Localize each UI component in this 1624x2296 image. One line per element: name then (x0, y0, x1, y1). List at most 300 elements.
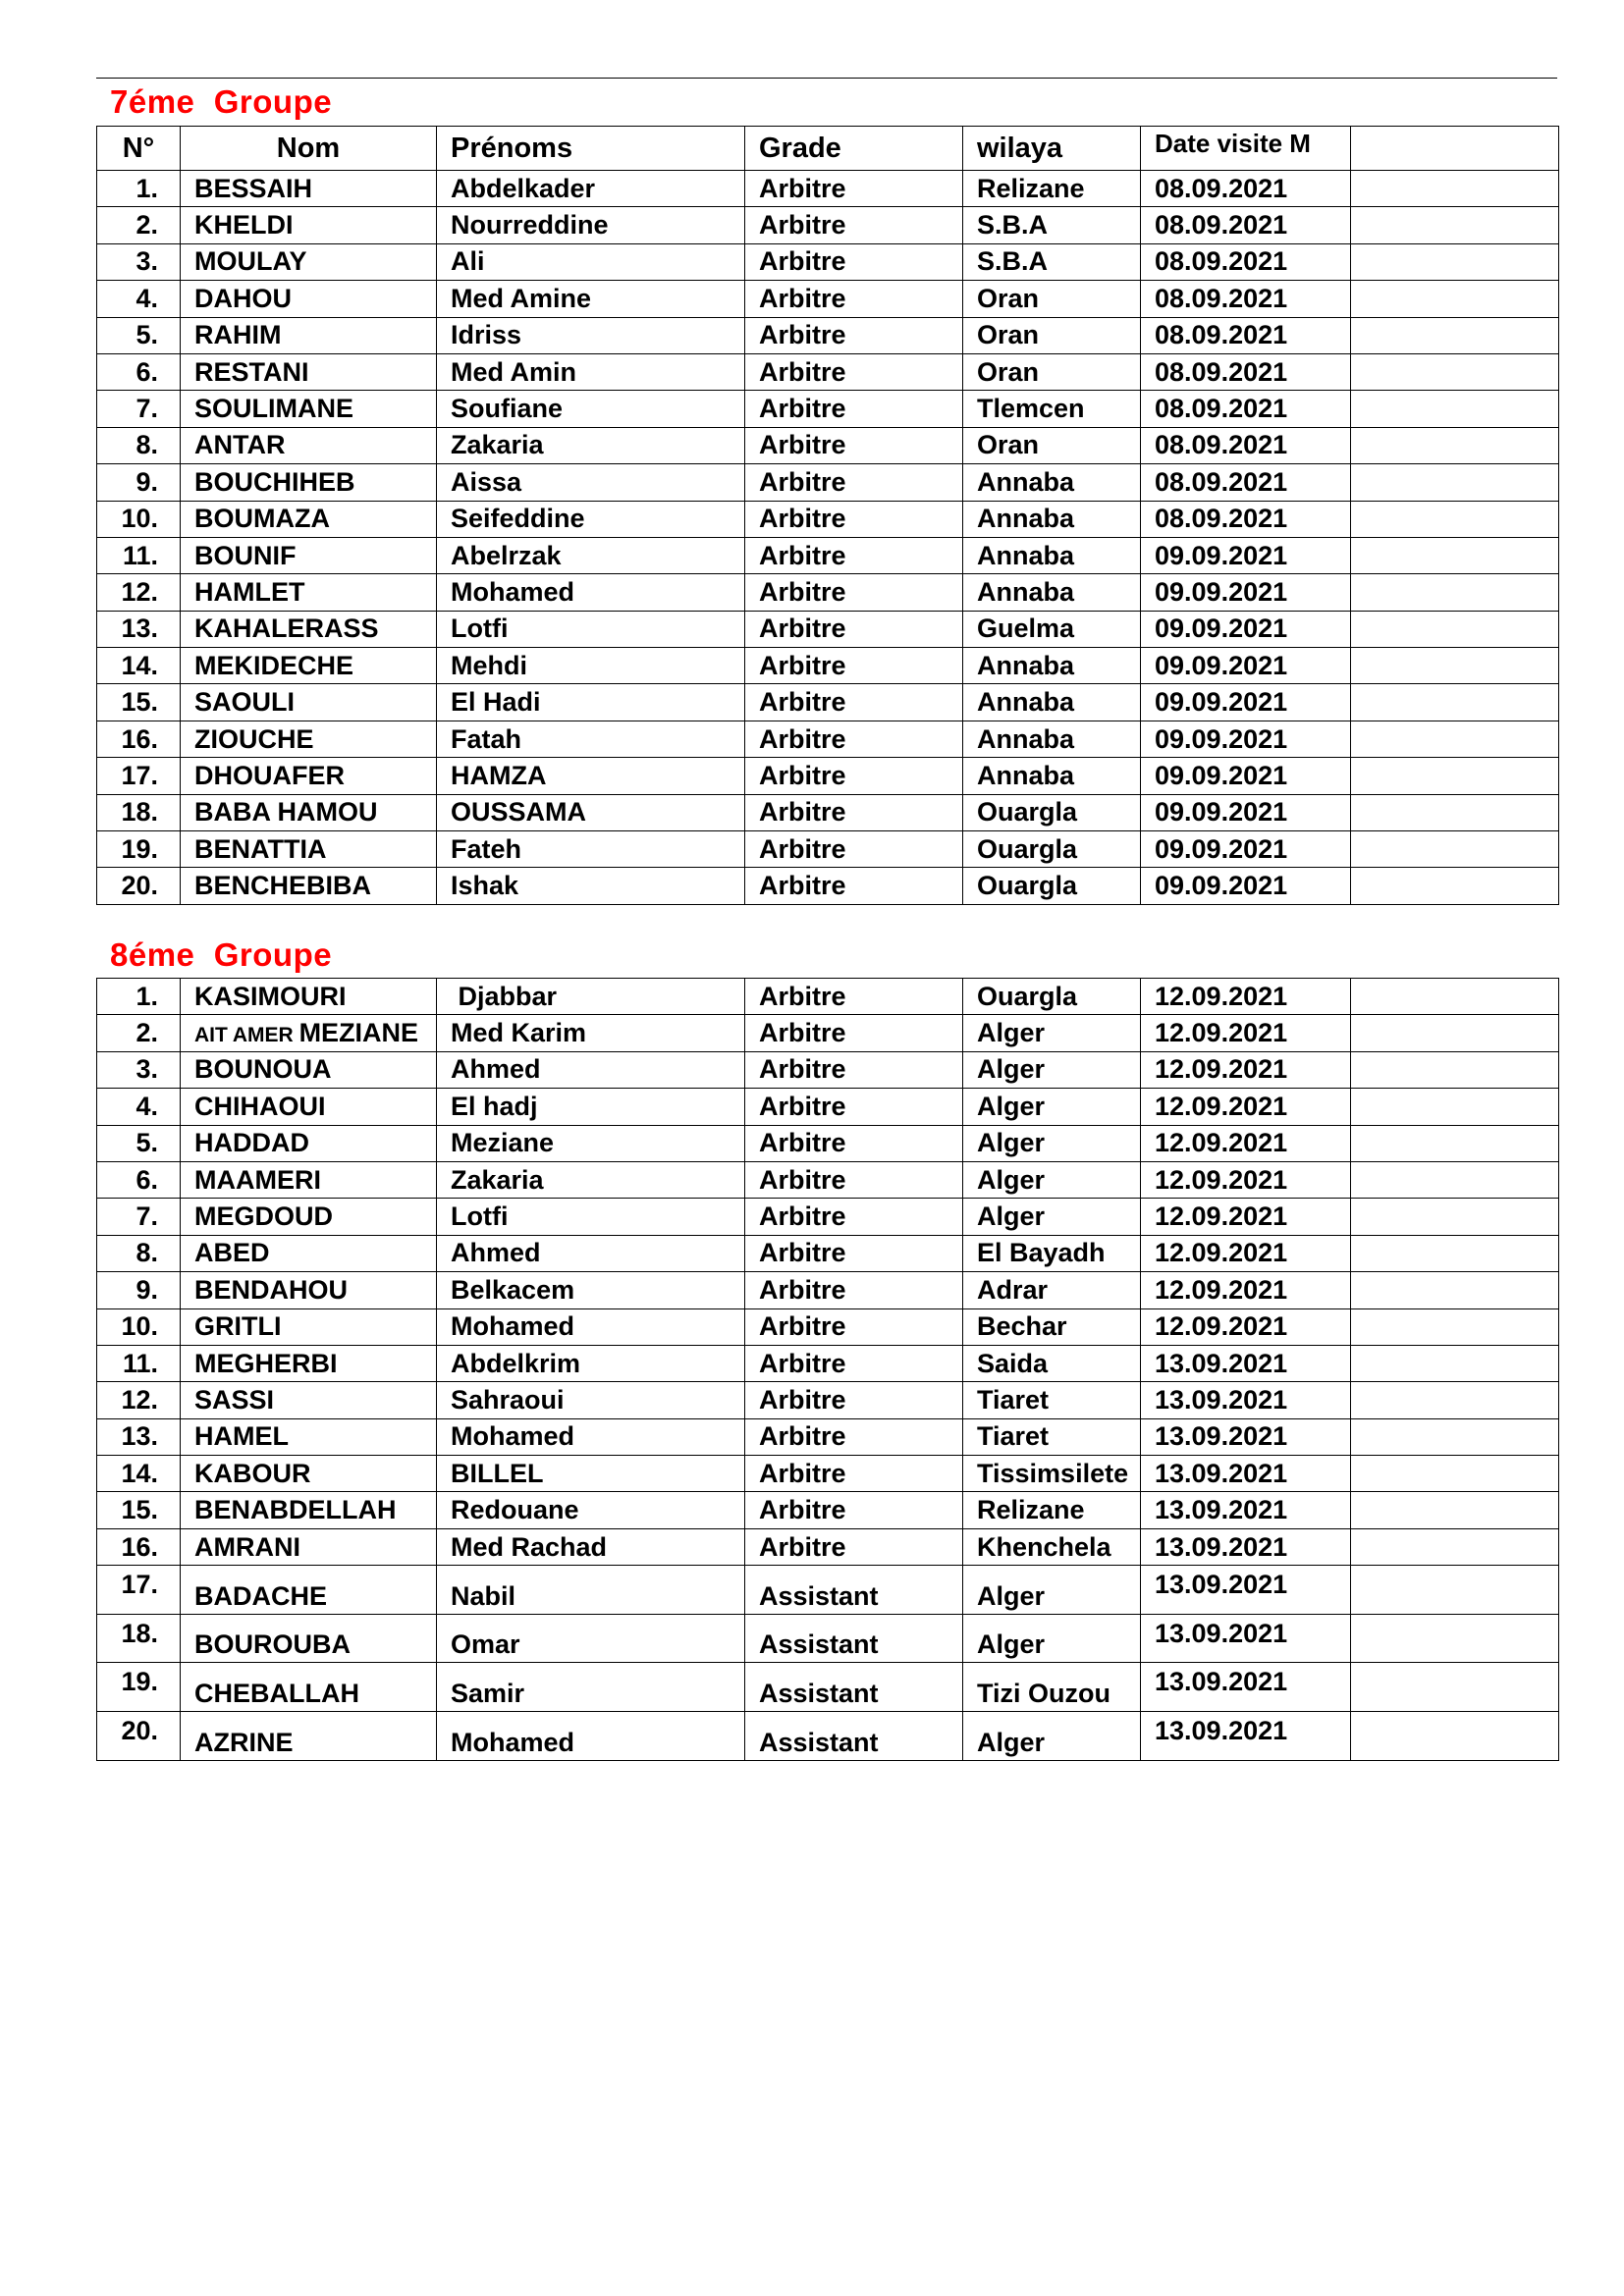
cell-extra (1351, 1015, 1559, 1051)
cell-nom: BOUROUBA (181, 1614, 437, 1663)
cell-wilaya: Oran (963, 353, 1141, 390)
cell-num: 4. (97, 1089, 181, 1125)
cell-nom: HAMEL (181, 1418, 437, 1455)
cell-extra (1351, 537, 1559, 573)
cell-wilaya: S.B.A (963, 207, 1141, 243)
group-title-8: 8éme Groupe (110, 936, 333, 973)
cell-num: 11. (97, 1345, 181, 1381)
cell-date: 13.09.2021 (1141, 1456, 1351, 1492)
group-7-table (96, 126, 1559, 905)
cell-wilaya: Annaba (963, 758, 1141, 794)
cell-nom: CHIHAOUI (181, 1089, 437, 1125)
cell-date: 09.09.2021 (1141, 537, 1351, 573)
cell-extra (1351, 868, 1559, 904)
table-header-row (97, 127, 1559, 171)
cell-wilaya: Guelma (963, 611, 1141, 647)
cell-grade: Arbitre (745, 537, 963, 573)
cell-num: 3. (97, 1051, 181, 1088)
cell-num: 14. (97, 1456, 181, 1492)
cell-date: 08.09.2021 (1141, 317, 1351, 353)
nom-prefix: AIT AMER (194, 1024, 299, 1047)
cell-nom: ZIOUCHE (181, 721, 437, 757)
cell-prenoms: Ahmed (437, 1235, 745, 1271)
cell-date: 13.09.2021 (1141, 1663, 1351, 1712)
cell-wilaya: Annaba (963, 537, 1141, 573)
cell-wilaya: Alger (963, 1712, 1141, 1761)
cell-extra (1351, 794, 1559, 830)
cell-num: 18. (97, 794, 181, 830)
cell-nom: KHELDI (181, 207, 437, 243)
cell-extra (1351, 391, 1559, 427)
cell-nom: BENDAHOU (181, 1272, 437, 1308)
cell-grade: Arbitre (745, 1125, 963, 1161)
cell-extra (1351, 1492, 1559, 1528)
cell-extra (1351, 281, 1559, 317)
cell-wilaya: Ouargla (963, 979, 1141, 1015)
cell-grade: Arbitre (745, 1418, 963, 1455)
cell-wilaya: Tiaret (963, 1418, 1141, 1455)
cell-grade: Arbitre (745, 1456, 963, 1492)
cell-prenoms: Mohamed (437, 1712, 745, 1761)
cell-grade: Arbitre (745, 171, 963, 207)
header-prenoms: Prénoms (437, 127, 745, 171)
table-row (97, 1456, 1559, 1492)
table-row (97, 1051, 1559, 1088)
table-row (97, 1015, 1559, 1051)
cell-extra (1351, 1456, 1559, 1492)
cell-date: 13.09.2021 (1141, 1418, 1351, 1455)
cell-extra (1351, 979, 1559, 1015)
cell-date: 13.09.2021 (1141, 1492, 1351, 1528)
cell-grade: Arbitre (745, 758, 963, 794)
cell-grade: Arbitre (745, 207, 963, 243)
group-title-7: 7éme Groupe (110, 83, 333, 120)
cell-num: 13. (97, 1418, 181, 1455)
cell-grade: Assistant (745, 1712, 963, 1761)
cell-num: 12. (97, 574, 181, 611)
group-8-body (97, 979, 1559, 1761)
cell-nom: MEGHERBI (181, 1345, 437, 1381)
cell-wilaya: Oran (963, 281, 1141, 317)
cell-num: 2. (97, 207, 181, 243)
cell-prenoms: BILLEL (437, 1456, 745, 1492)
cell-nom: CHEBALLAH (181, 1663, 437, 1712)
cell-num: 12. (97, 1382, 181, 1418)
cell-num: 1. (97, 171, 181, 207)
cell-grade: Arbitre (745, 1015, 963, 1051)
cell-extra (1351, 1712, 1559, 1761)
cell-prenoms: Ahmed (437, 1051, 745, 1088)
cell-num: 17. (97, 758, 181, 794)
table-row (97, 1345, 1559, 1381)
table-row (97, 537, 1559, 573)
table-row (97, 1663, 1559, 1712)
cell-extra (1351, 501, 1559, 537)
cell-grade: Arbitre (745, 281, 963, 317)
cell-num: 6. (97, 353, 181, 390)
cell-grade: Arbitre (745, 1161, 963, 1198)
table-row (97, 684, 1559, 721)
cell-date: 12.09.2021 (1141, 1051, 1351, 1088)
cell-extra (1351, 831, 1559, 868)
table-row (97, 207, 1559, 243)
cell-wilaya: Annaba (963, 574, 1141, 611)
cell-date: 08.09.2021 (1141, 427, 1351, 463)
cell-prenoms: Med Karim (437, 1015, 745, 1051)
cell-nom: GRITLI (181, 1308, 437, 1345)
cell-prenoms: Ishak (437, 868, 745, 904)
table-row (97, 1712, 1559, 1761)
cell-prenoms: Samir (437, 1663, 745, 1712)
cell-extra (1351, 1566, 1559, 1615)
cell-grade: Arbitre (745, 1199, 963, 1235)
cell-num: 7. (97, 1199, 181, 1235)
cell-num: 19. (97, 831, 181, 868)
cell-prenoms: OUSSAMA (437, 794, 745, 830)
cell-prenoms: Med Amin (437, 353, 745, 390)
cell-num: 2. (97, 1015, 181, 1051)
cell-extra (1351, 1382, 1559, 1418)
cell-date: 13.09.2021 (1141, 1614, 1351, 1663)
table-row (97, 353, 1559, 390)
cell-num: 20. (97, 868, 181, 904)
cell-prenoms: Med Rachad (437, 1528, 745, 1565)
cell-date: 12.09.2021 (1141, 1308, 1351, 1345)
cell-wilaya: Oran (963, 317, 1141, 353)
cell-wilaya: Alger (963, 1566, 1141, 1615)
cell-prenoms: HAMZA (437, 758, 745, 794)
header-num: N° (97, 127, 181, 171)
cell-prenoms: Lotfi (437, 1199, 745, 1235)
table-row (97, 1089, 1559, 1125)
cell-num: 16. (97, 721, 181, 757)
cell-wilaya: S.B.A (963, 243, 1141, 280)
cell-num: 8. (97, 1235, 181, 1271)
cell-wilaya: Bechar (963, 1308, 1141, 1345)
cell-extra (1351, 1051, 1559, 1088)
cell-extra (1351, 1528, 1559, 1565)
header-extra (1351, 127, 1559, 171)
cell-grade: Arbitre (745, 427, 963, 463)
cell-nom: DAHOU (181, 281, 437, 317)
table-row (97, 317, 1559, 353)
cell-nom: HAMLET (181, 574, 437, 611)
header-nom: Nom (181, 127, 437, 171)
cell-prenoms: Idriss (437, 317, 745, 353)
cell-grade: Arbitre (745, 611, 963, 647)
header-wilaya: wilaya (963, 127, 1141, 171)
cell-num: 1. (97, 979, 181, 1015)
cell-wilaya: Annaba (963, 721, 1141, 757)
cell-prenoms: Abelrzak (437, 537, 745, 573)
cell-num: 10. (97, 1308, 181, 1345)
cell-date: 09.09.2021 (1141, 684, 1351, 721)
cell-wilaya: Relizane (963, 1492, 1141, 1528)
cell-wilaya: Annaba (963, 648, 1141, 684)
cell-wilaya: Adrar (963, 1272, 1141, 1308)
cell-nom: SOULIMANE (181, 391, 437, 427)
cell-extra (1351, 1272, 1559, 1308)
cell-num: 16. (97, 1528, 181, 1565)
cell-grade: Arbitre (745, 979, 963, 1015)
cell-date: 12.09.2021 (1141, 1272, 1351, 1308)
cell-date: 12.09.2021 (1141, 1015, 1351, 1051)
cell-wilaya: Alger (963, 1051, 1141, 1088)
cell-date: 08.09.2021 (1141, 207, 1351, 243)
table-row (97, 391, 1559, 427)
cell-nom: BENCHEBIBA (181, 868, 437, 904)
cell-grade: Arbitre (745, 1345, 963, 1381)
cell-date: 08.09.2021 (1141, 501, 1351, 537)
table-row (97, 721, 1559, 757)
table-row (97, 979, 1559, 1015)
cell-wilaya: Alger (963, 1089, 1141, 1125)
cell-date: 09.09.2021 (1141, 831, 1351, 868)
cell-grade: Arbitre (745, 574, 963, 611)
cell-prenoms: Omar (437, 1614, 745, 1663)
cell-extra (1351, 611, 1559, 647)
cell-wilaya: Alger (963, 1161, 1141, 1198)
cell-prenoms: Zakaria (437, 427, 745, 463)
cell-num: 5. (97, 317, 181, 353)
cell-extra (1351, 464, 1559, 501)
cell-extra (1351, 353, 1559, 390)
cell-nom: AMRANI (181, 1528, 437, 1565)
table-row (97, 1235, 1559, 1271)
cell-nom: MEKIDECHE (181, 648, 437, 684)
cell-grade: Assistant (745, 1614, 963, 1663)
cell-num: 8. (97, 427, 181, 463)
cell-grade: Arbitre (745, 1308, 963, 1345)
table-row (97, 281, 1559, 317)
cell-grade: Assistant (745, 1566, 963, 1615)
cell-extra (1351, 207, 1559, 243)
cell-date: 09.09.2021 (1141, 648, 1351, 684)
cell-num: 20. (97, 1712, 181, 1761)
table-row (97, 1199, 1559, 1235)
cell-extra (1351, 317, 1559, 353)
cell-wilaya: Ouargla (963, 868, 1141, 904)
cell-grade: Arbitre (745, 1089, 963, 1125)
cell-prenoms: Redouane (437, 1492, 745, 1528)
nom-main: MEZIANE (298, 1018, 419, 1048)
cell-extra (1351, 574, 1559, 611)
table-row (97, 243, 1559, 280)
cell-nom: MAAMERI (181, 1161, 437, 1198)
cell-nom: BESSAIH (181, 171, 437, 207)
cell-prenoms: Sahraoui (437, 1382, 745, 1418)
cell-date: 13.09.2021 (1141, 1566, 1351, 1615)
cell-extra (1351, 1199, 1559, 1235)
top-rule (96, 78, 1557, 79)
cell-wilaya: Saida (963, 1345, 1141, 1381)
cell-date: 12.09.2021 (1141, 1089, 1351, 1125)
cell-nom: ABED (181, 1235, 437, 1271)
table-row (97, 1308, 1559, 1345)
table-row (97, 574, 1559, 611)
cell-grade: Assistant (745, 1663, 963, 1712)
cell-nom: BENATTIA (181, 831, 437, 868)
cell-nom: KABOUR (181, 1456, 437, 1492)
cell-nom: DHOUAFER (181, 758, 437, 794)
cell-wilaya: Ouargla (963, 831, 1141, 868)
cell-num: 4. (97, 281, 181, 317)
cell-wilaya: Alger (963, 1614, 1141, 1663)
cell-nom: SAOULI (181, 684, 437, 721)
cell-nom: KASIMOURI (181, 979, 437, 1015)
cell-extra (1351, 721, 1559, 757)
cell-extra (1351, 171, 1559, 207)
cell-wilaya: Oran (963, 427, 1141, 463)
cell-extra (1351, 1089, 1559, 1125)
table-row (97, 1272, 1559, 1308)
cell-nom: RAHIM (181, 317, 437, 353)
cell-extra (1351, 1161, 1559, 1198)
cell-nom: BOUMAZA (181, 501, 437, 537)
table-row (97, 501, 1559, 537)
cell-num: 11. (97, 537, 181, 573)
cell-prenoms: Mohamed (437, 574, 745, 611)
cell-date: 09.09.2021 (1141, 868, 1351, 904)
cell-wilaya: Tiaret (963, 1382, 1141, 1418)
cell-num: 19. (97, 1663, 181, 1712)
table-row (97, 1528, 1559, 1565)
cell-grade: Arbitre (745, 1051, 963, 1088)
table-row (97, 831, 1559, 868)
cell-prenoms: Mehdi (437, 648, 745, 684)
cell-prenoms: Abdelkader (437, 171, 745, 207)
cell-extra (1351, 1308, 1559, 1345)
cell-wilaya: Relizane (963, 171, 1141, 207)
cell-prenoms: Meziane (437, 1125, 745, 1161)
cell-grade: Arbitre (745, 243, 963, 280)
cell-prenoms: El hadj (437, 1089, 745, 1125)
cell-date: 12.09.2021 (1141, 1235, 1351, 1271)
table-row (97, 464, 1559, 501)
cell-extra (1351, 684, 1559, 721)
cell-num: 9. (97, 1272, 181, 1308)
cell-date: 08.09.2021 (1141, 391, 1351, 427)
cell-nom: KAHALERASS (181, 611, 437, 647)
cell-nom: AZRINE (181, 1712, 437, 1761)
cell-extra (1351, 1125, 1559, 1161)
cell-prenoms: Zakaria (437, 1161, 745, 1198)
cell-wilaya: Tizi Ouzou (963, 1663, 1141, 1712)
cell-wilaya: Khenchela (963, 1528, 1141, 1565)
table-row (97, 611, 1559, 647)
cell-num: 5. (97, 1125, 181, 1161)
cell-num: 15. (97, 684, 181, 721)
cell-nom: BABA HAMOU (181, 794, 437, 830)
cell-extra (1351, 243, 1559, 280)
cell-prenoms: Nabil (437, 1566, 745, 1615)
table-row (97, 758, 1559, 794)
cell-date: 09.09.2021 (1141, 574, 1351, 611)
cell-date: 12.09.2021 (1141, 979, 1351, 1015)
cell-wilaya: Tissimsilete (963, 1456, 1141, 1492)
cell-grade: Arbitre (745, 1382, 963, 1418)
cell-prenoms: Djabbar (437, 979, 745, 1015)
cell-date: 08.09.2021 (1141, 353, 1351, 390)
cell-grade: Arbitre (745, 831, 963, 868)
cell-grade: Arbitre (745, 721, 963, 757)
table-row (97, 868, 1559, 904)
cell-num: 3. (97, 243, 181, 280)
cell-prenoms: Nourreddine (437, 207, 745, 243)
cell-extra (1351, 758, 1559, 794)
cell-wilaya: El Bayadh (963, 1235, 1141, 1271)
cell-nom: BENABDELLAH (181, 1492, 437, 1528)
cell-num: 15. (97, 1492, 181, 1528)
cell-prenoms: Soufiane (437, 391, 745, 427)
cell-prenoms: Abdelkrim (437, 1345, 745, 1381)
table-row (97, 794, 1559, 830)
table-row (97, 1492, 1559, 1528)
cell-date: 13.09.2021 (1141, 1345, 1351, 1381)
table-row (97, 648, 1559, 684)
cell-date: 12.09.2021 (1141, 1199, 1351, 1235)
cell-extra (1351, 1345, 1559, 1381)
table-row (97, 1161, 1559, 1198)
cell-date: 08.09.2021 (1141, 243, 1351, 280)
cell-extra (1351, 648, 1559, 684)
cell-nom: BOUNOUA (181, 1051, 437, 1088)
cell-date: 08.09.2021 (1141, 464, 1351, 501)
cell-num: 10. (97, 501, 181, 537)
cell-date: 09.09.2021 (1141, 758, 1351, 794)
cell-extra (1351, 1614, 1559, 1663)
cell-nom: BOUCHIHEB (181, 464, 437, 501)
table-row (97, 427, 1559, 463)
cell-date: 09.09.2021 (1141, 794, 1351, 830)
cell-nom: SASSI (181, 1382, 437, 1418)
cell-prenoms: Ali (437, 243, 745, 280)
cell-num: 13. (97, 611, 181, 647)
cell-extra (1351, 1418, 1559, 1455)
header-grade: Grade (745, 127, 963, 171)
cell-grade: Arbitre (745, 868, 963, 904)
cell-prenoms: Seifeddine (437, 501, 745, 537)
cell-date: 13.09.2021 (1141, 1382, 1351, 1418)
cell-nom (181, 1015, 437, 1051)
header-date: Date visite M (1141, 127, 1351, 171)
cell-date: 12.09.2021 (1141, 1161, 1351, 1198)
cell-date: 13.09.2021 (1141, 1712, 1351, 1761)
cell-nom: ANTAR (181, 427, 437, 463)
cell-date: 09.09.2021 (1141, 611, 1351, 647)
cell-prenoms: Lotfi (437, 611, 745, 647)
cell-wilaya: Ouargla (963, 794, 1141, 830)
cell-nom: RESTANI (181, 353, 437, 390)
cell-num: 18. (97, 1614, 181, 1663)
cell-grade: Arbitre (745, 353, 963, 390)
cell-date: 08.09.2021 (1141, 281, 1351, 317)
cell-prenoms: Mohamed (437, 1308, 745, 1345)
cell-wilaya: Annaba (963, 684, 1141, 721)
cell-prenoms: Fatah (437, 721, 745, 757)
cell-grade: Arbitre (745, 1272, 963, 1308)
cell-extra (1351, 1235, 1559, 1271)
table-row (97, 1418, 1559, 1455)
cell-grade: Arbitre (745, 1235, 963, 1271)
cell-wilaya: Tlemcen (963, 391, 1141, 427)
cell-prenoms: Mohamed (437, 1418, 745, 1455)
cell-date: 13.09.2021 (1141, 1528, 1351, 1565)
cell-num: 17. (97, 1566, 181, 1615)
cell-nom: MEGDOUD (181, 1199, 437, 1235)
cell-num: 7. (97, 391, 181, 427)
cell-date: 09.09.2021 (1141, 721, 1351, 757)
